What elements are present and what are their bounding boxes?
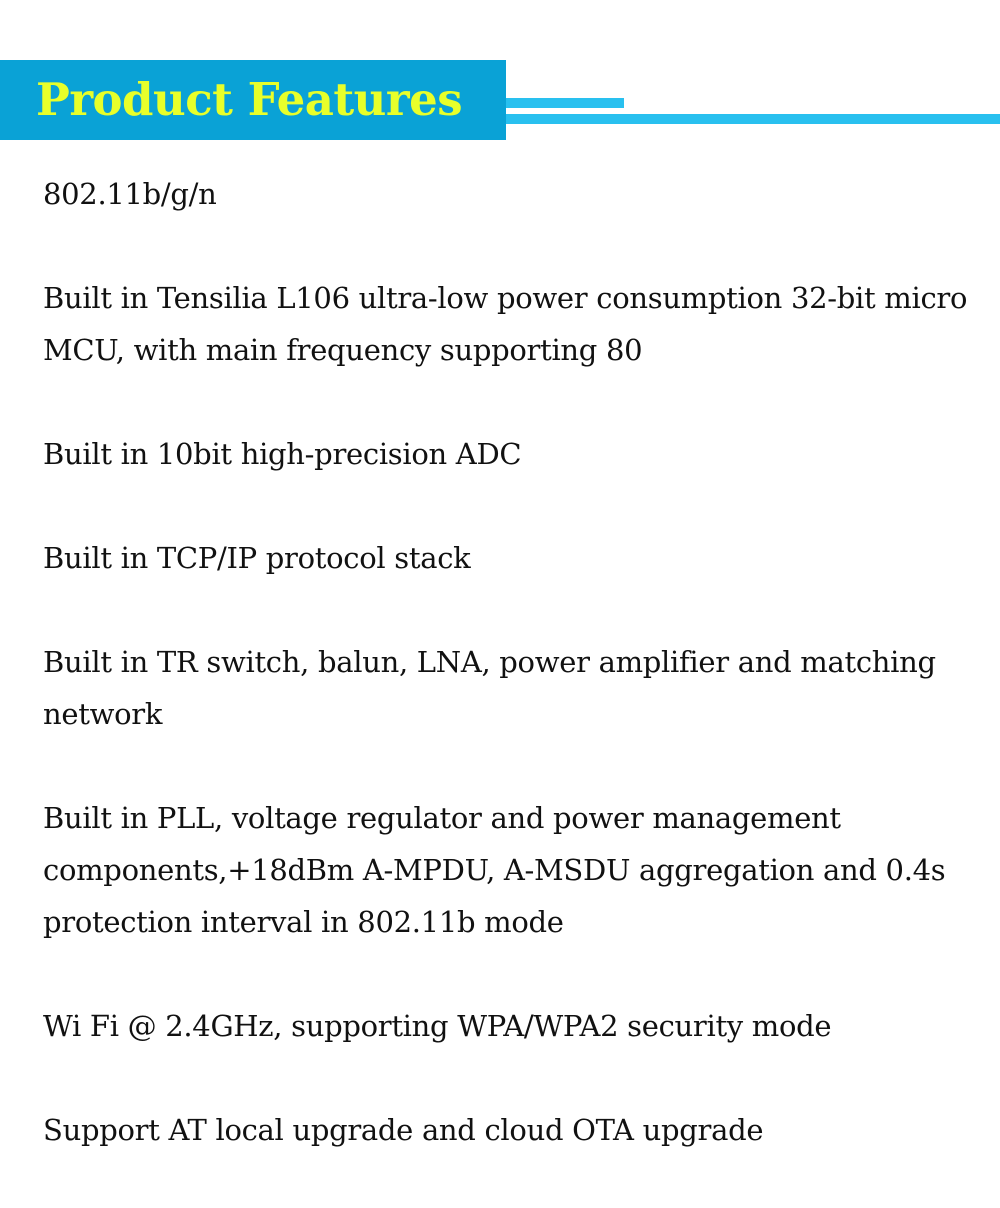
feature-item-upgrade: Support AT local upgrade and cloud OTA upgrade xyxy=(43,1113,764,1147)
accent-line-long xyxy=(506,114,1000,124)
feature-item-power-management: Built in PLL, voltage regulator and power management components,+18dBm A-MPDU, A-MSDU aggregation and 0.4s protection interval in 802.11b mode xyxy=(43,801,946,939)
accent-line-short xyxy=(506,98,624,108)
feature-list xyxy=(43,168,978,1208)
feature-item-tcp-ip: Built in TCP/IP protocol stack xyxy=(43,541,471,575)
section-title: Product Features xyxy=(36,73,463,126)
feature-item-wifi-security: Wi Fi @ 2.4GHz, supporting WPA/WPA2 security mode xyxy=(43,1009,832,1043)
section-header xyxy=(0,60,506,140)
feature-item-standard: 802.11b/g/n xyxy=(43,177,217,211)
feature-item-rf-frontend: Built in TR switch, balun, LNA, power amplifier and matching network xyxy=(43,645,936,731)
feature-item-adc: Built in 10bit high-precision ADC xyxy=(43,437,522,471)
feature-item-mcu: Built in Tensilia L106 ultra-low power consumption 32-bit micro MCU, with main frequency supporting 80 xyxy=(43,281,968,367)
